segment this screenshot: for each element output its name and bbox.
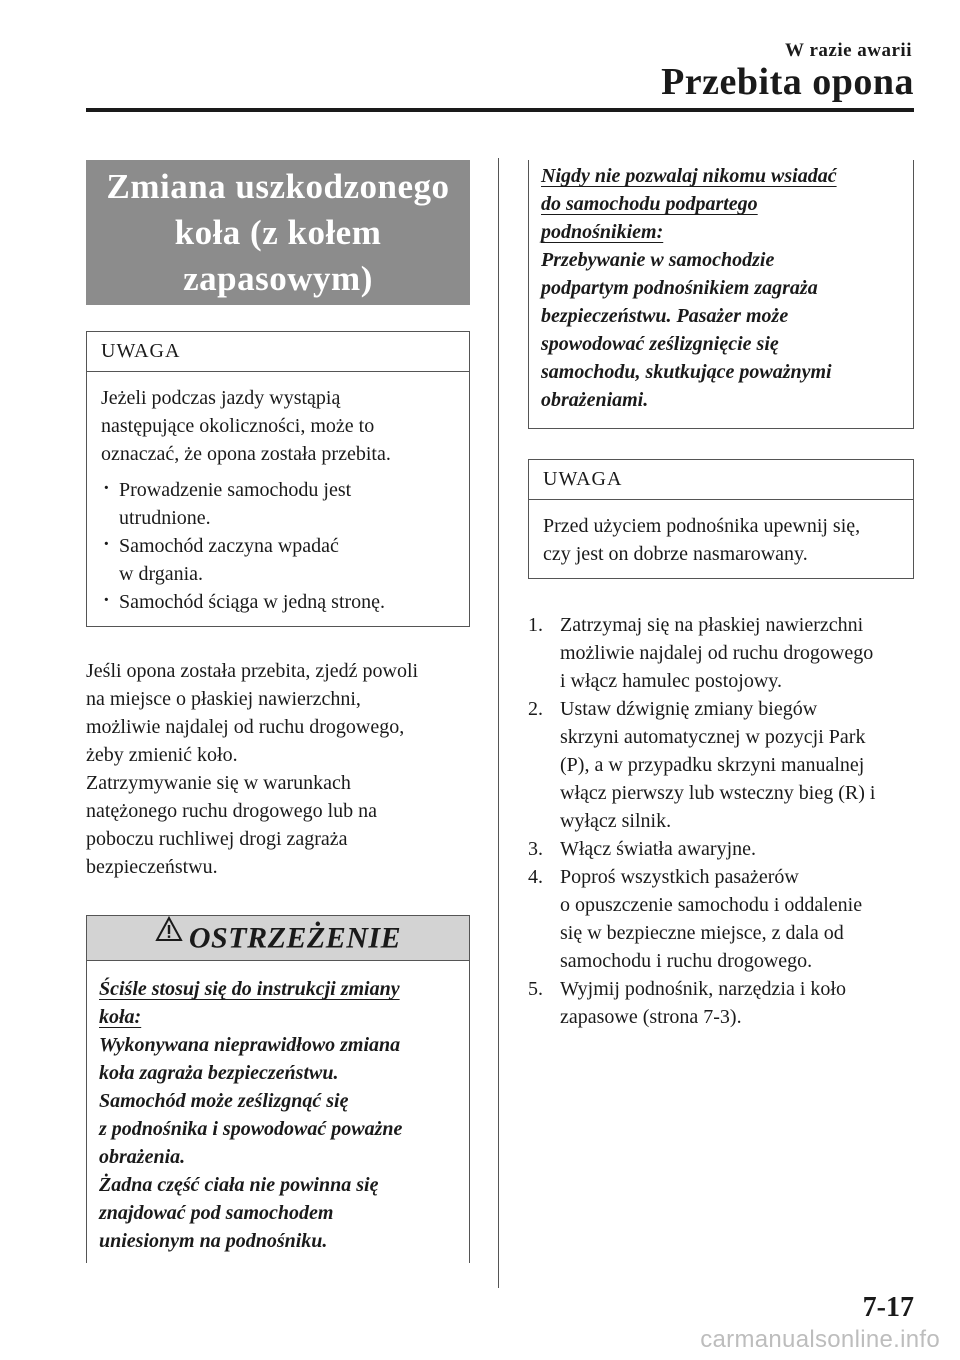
step-line: się w bezpieczne miejsce, z dala od: [560, 922, 844, 944]
warning-text-line: obrażenia.: [99, 1146, 186, 1168]
paragraph-line: poboczu ruchliwej drogi zagraża: [86, 828, 348, 850]
warning-text-line: znajdować pod samochodem: [99, 1202, 334, 1224]
warning-heading-line: Nigdy nie pozwalaj nikomu wsiadać: [541, 165, 837, 187]
paragraph-line: Zatrzymywanie się w warunkach: [86, 772, 351, 794]
warning-text-line: bezpieczeństwu. Pasażer może: [541, 305, 789, 327]
note-body: [529, 500, 913, 578]
right-column: [528, 160, 914, 1031]
bullet-line: · Prowadzenie samochodu jest: [119, 479, 352, 501]
step-number: 5.: [528, 978, 543, 1000]
paragraph-line: możliwie najdalej od ruchu drogowego,: [86, 716, 405, 738]
step-line: Zatrzymaj się na płaskiej nawierzchni: [560, 614, 864, 636]
body-paragraph: [86, 657, 470, 881]
step-number: 2.: [528, 698, 543, 720]
step-line: możliwie najdalej od ruchu drogowego: [560, 642, 874, 664]
warning-block-1: [87, 961, 469, 1263]
warning-heading-line: koła:: [99, 1006, 142, 1028]
step-item: [528, 975, 914, 1031]
warning-text-line: Samochód może ześlizgnąć się: [99, 1090, 349, 1112]
note-bullet: [101, 588, 455, 616]
bullet-line: · Samochód ściąga w jedną stronę.: [119, 591, 386, 613]
step-line: samochodu i ruchu drogowego.: [560, 950, 813, 972]
bullet-line: w drgania.: [119, 563, 204, 585]
note-text-line: czy jest on dobrze nasmarowany.: [543, 543, 808, 565]
section-title: [86, 160, 470, 305]
warning-text-line: Wykonywana nieprawidłowo zmiana: [99, 1034, 401, 1056]
note-text-line: oznaczać, że opona została przebita.: [101, 443, 391, 465]
step-item: [528, 835, 914, 863]
step-line: zapasowe (strona 7-3).: [560, 1006, 742, 1028]
note-bullet-list: [101, 476, 455, 616]
warning-label: OSTRZEŻENIE: [188, 921, 402, 955]
paragraph-line: natężonego ruchu drogowego lub na: [86, 800, 378, 822]
warning-block-2: [541, 162, 901, 414]
column-divider: [498, 158, 499, 1288]
step-line: (P), a w przypadku skrzyni manualnej: [560, 754, 865, 776]
warning-text-line: Żadna część ciała nie powinna się: [99, 1174, 379, 1196]
step-line: skrzyni automatycznej w pozycji Park: [560, 726, 866, 748]
warning-text-line: podpartym podnośnikiem zagraża: [541, 277, 818, 299]
note-box: [86, 331, 470, 627]
steps-list: [528, 611, 914, 1031]
step-number: 1.: [528, 614, 543, 636]
warning-text-line: samochodu, skutkujące poważnymi: [541, 361, 832, 383]
step-line: Wyjmij podnośnik, narzędzia i koło: [560, 978, 846, 1000]
warning-text-line: uniesionym na podnośniku.: [99, 1230, 328, 1252]
warning-box-continued: [528, 160, 914, 429]
note-text-line: następujące okoliczności, może to: [101, 415, 375, 437]
warning-box: [86, 915, 470, 1263]
step-line: Włącz światła awaryjne.: [560, 838, 757, 860]
warning-heading-line: podnośnikiem:: [541, 221, 664, 243]
bullet-line: utrudnione.: [119, 507, 211, 529]
warning-heading-line: do samochodu podpartego: [541, 193, 758, 215]
section-title-line: koła (z kołem zapasowym): [174, 213, 382, 298]
warning-text-line: koła zagraża bezpieczeństwu.: [99, 1062, 339, 1084]
step-item: [528, 863, 914, 975]
warning-text-line: spowodować ześlizgnięcie się: [541, 333, 779, 355]
note-text-line: Przed użyciem podnośnika upewnij się,: [543, 515, 861, 537]
section-title-line: Zmiana uszkodzonego: [106, 167, 450, 206]
step-line: wyłącz silnik.: [560, 810, 672, 832]
note-box-2: [528, 459, 914, 579]
step-line: Poproś wszystkich pasażerów: [560, 866, 799, 888]
note-bullet: [101, 532, 455, 588]
note-label: UWAGA: [87, 332, 469, 372]
step-item: [528, 611, 914, 695]
paragraph-line: bezpieczeństwu.: [86, 856, 218, 878]
warning-heading-line: Ściśle stosuj się do instrukcji zmiany: [99, 978, 400, 1000]
paragraph-line: Jeśli opona została przebita, zjedź powoli: [86, 660, 419, 682]
warning-header: [87, 915, 469, 961]
left-column: [86, 160, 470, 1263]
warning-triangle-icon: [155, 916, 183, 960]
note-text-line: Jeżeli podczas jazdy wystąpią: [101, 387, 341, 409]
note-label: UWAGA: [529, 460, 913, 500]
step-item: [528, 695, 914, 835]
watermark: carmanualsonline.info: [700, 1326, 940, 1353]
bullet-line: · Samochód zaczyna wpadać: [119, 535, 339, 557]
step-line: o opuszczenie samochodu i oddalenie: [560, 894, 863, 916]
note-body: [87, 372, 469, 626]
step-number: 3.: [528, 838, 543, 860]
warning-text-line: z podnośnika i spowodować poważne: [99, 1118, 403, 1140]
warning-text-line: Przebywanie w samochodzie: [541, 249, 775, 271]
paragraph-line: na miejsce o płaskiej nawierzchni,: [86, 688, 361, 710]
header-divider: [86, 108, 914, 112]
note-bullet: [101, 476, 455, 532]
step-line: i włącz hamulec postojowy.: [560, 670, 782, 692]
paragraph-line: żeby zmienić koło.: [86, 744, 238, 766]
chapter-label: W razie awarii: [785, 40, 912, 61]
page-number: 7-17: [862, 1292, 914, 1323]
page-title: Przebita opona: [661, 61, 914, 103]
warning-text-line: obrażeniami.: [541, 389, 649, 411]
step-number: 4.: [528, 866, 543, 888]
step-line: włącz pierwszy lub wsteczny bieg (R) i: [560, 782, 876, 804]
step-line: Ustaw dźwignię zmiany biegów: [560, 698, 818, 720]
